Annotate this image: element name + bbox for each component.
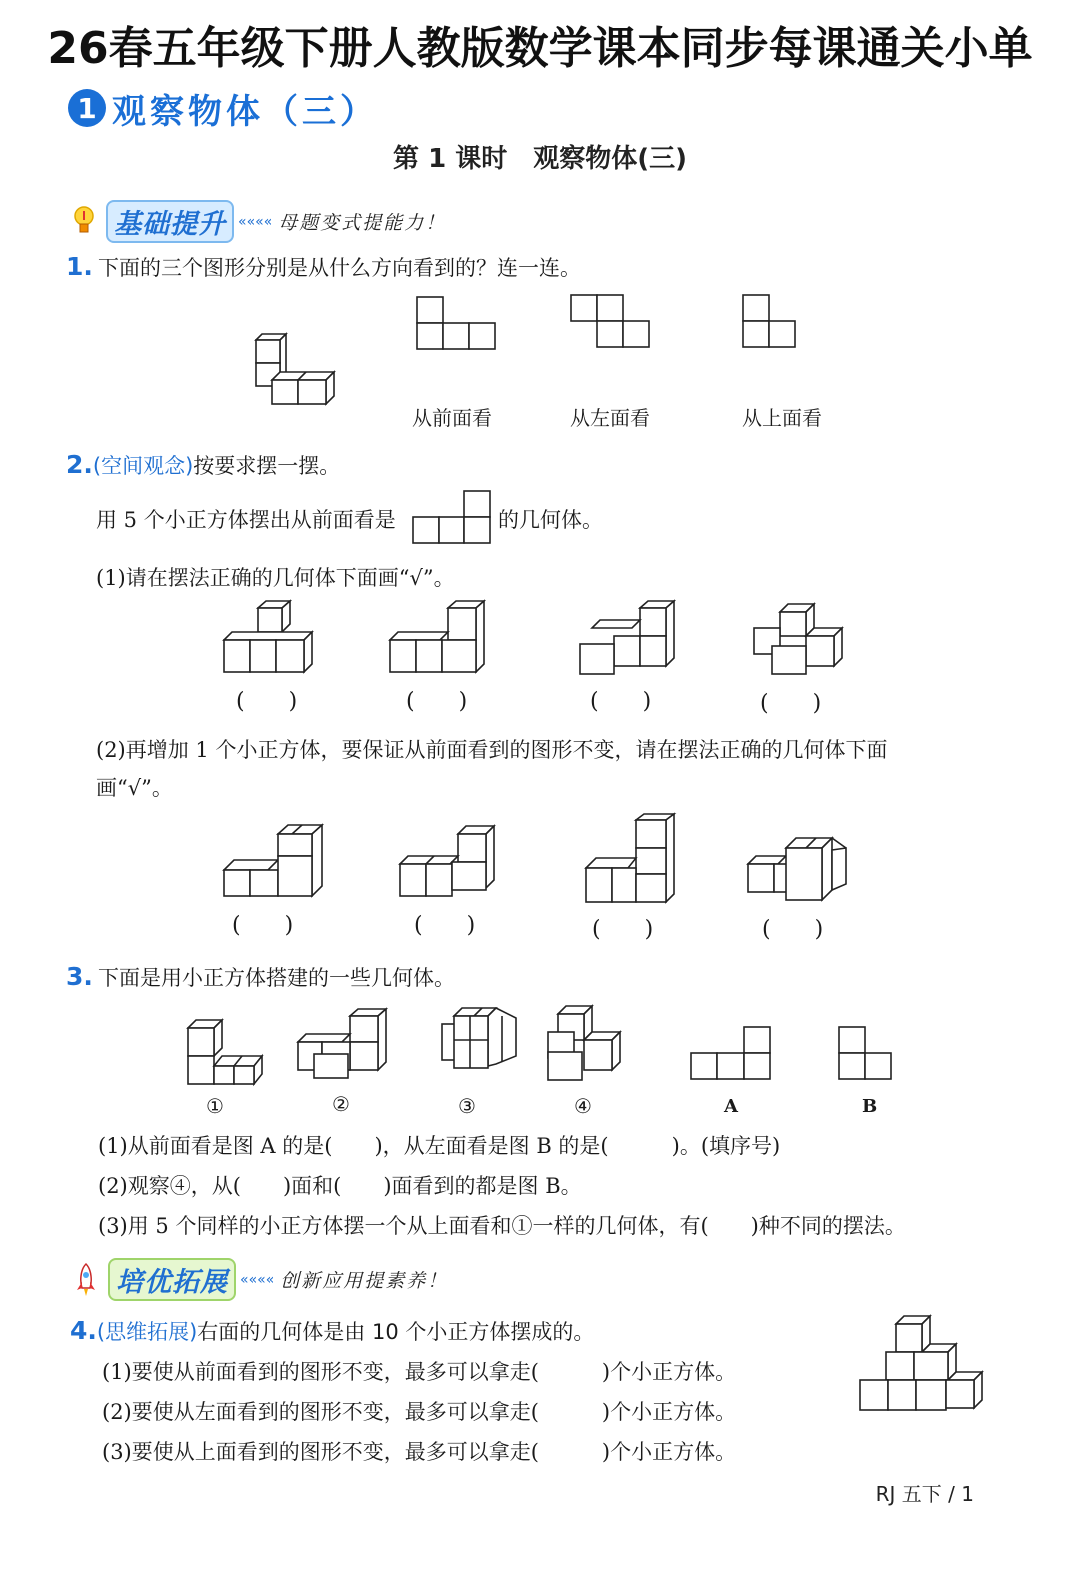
answer-blank[interactable]: ( ) (590, 689, 652, 714)
figure-label: A (724, 1096, 738, 1117)
arrows-decoration: «««« (238, 213, 273, 230)
section-basic-header (72, 200, 446, 243)
answer-blank[interactable]: ( ) (232, 913, 294, 938)
question-tag: (空间观念) (92, 454, 194, 478)
answer-blank[interactable]: ( ) (592, 917, 654, 942)
figure-label: ③ (458, 1094, 476, 1118)
q2-p2-solid-2 (396, 824, 500, 900)
question-number: 3. (66, 962, 93, 991)
answer-blank[interactable]: ( ) (414, 913, 476, 938)
question-4-heading (70, 1316, 594, 1346)
q3-solid-1 (186, 1018, 266, 1086)
answer-blank[interactable]: ( ) (236, 689, 298, 714)
q2-p1-solid-4 (752, 602, 847, 677)
label-front-view: 从前面看 (412, 406, 492, 430)
page-title: 26春五年级下册人教版数学课本同步每课通关小单 (47, 23, 1033, 74)
question-number: 4. (70, 1316, 97, 1345)
q2-p2-solid-4 (746, 834, 850, 906)
figure-label: ② (332, 1092, 350, 1116)
answer-blank[interactable]: ( ) (406, 689, 468, 714)
label-top-view: 从上面看 (742, 406, 822, 430)
q3-part1: (1)从前面看是图 A 的是( )，从左面看是图 B 的是( )。(填序号) (98, 1134, 781, 1158)
lightbulb-icon (72, 204, 96, 240)
q2-p1-solid-1 (222, 600, 317, 675)
q3-part3: (3)用 5 个同样的小正方体摆一个从上面看和①一样的几何体，有( )种不同的摆法。 (98, 1214, 906, 1238)
q2-p2-solid-1 (222, 824, 326, 900)
q2-intro-before: 用 5 个小正方体摆出从前面看是 (96, 508, 396, 532)
q2-part1: (1)请在摆法正确的几何体下面画“√”。 (96, 566, 455, 590)
q2-intro-after: 的几何体。 (498, 508, 603, 532)
unit-number-badge: 1 (68, 89, 106, 127)
q3-part2: (2)观察④，从( )面和( )面看到的都是图 B。 (98, 1174, 582, 1198)
figure-label: B (862, 1096, 878, 1117)
q2-p1-solid-2 (388, 600, 488, 675)
q4-part2: (2)要使从左面看到的图形不变，最多可以拿走( )个小正方体。 (102, 1400, 737, 1424)
view-shape-left (570, 294, 654, 350)
q1-solid-figure (250, 328, 350, 410)
question-text: 按要求摆一摆。 (193, 454, 341, 478)
answer-blank[interactable]: ( ) (760, 691, 822, 716)
question-2-heading (66, 450, 340, 480)
rocket-icon (74, 1262, 98, 1298)
section-subtitle: 母题变式提能力！ (278, 212, 447, 234)
section-badge: 基础提升 (106, 200, 234, 243)
q3-solid-4 (546, 1004, 624, 1082)
unit-title: 观察物体（三） (112, 91, 378, 132)
view-shape-top (742, 294, 800, 350)
figure-label: ① (206, 1094, 224, 1118)
question-number: 2. (66, 450, 93, 479)
question-1-heading (66, 252, 581, 282)
section-badge: 培优拓展 (108, 1258, 236, 1301)
q3-solid-2 (296, 1008, 390, 1080)
question-text: 下面的三个图形分别是从什么方向看到的？连一连。 (98, 256, 581, 280)
q3-view-b (838, 1026, 896, 1082)
q2-front-view-shape (412, 490, 492, 544)
page-footer: RJ 五下 / 1 (875, 1482, 974, 1506)
arrows-decoration: «««« (240, 1271, 275, 1288)
section-advanced-header (74, 1258, 448, 1301)
answer-blank[interactable]: ( ) (762, 917, 824, 942)
label-left-view: 从左面看 (570, 406, 650, 430)
question-number: 1. (66, 252, 93, 281)
q4-solid-figure (858, 1314, 988, 1418)
figure-label: ④ (574, 1094, 592, 1118)
q3-view-a (690, 1026, 774, 1082)
q2-part2-line2: 画“√”。 (96, 776, 173, 800)
section-subtitle: 创新应用提素养！ (280, 1270, 449, 1292)
question-tag: (思维拓展) (96, 1320, 198, 1344)
question-text: 下面是用小正方体搭建的一些几何体。 (98, 966, 455, 990)
q4-part1: (1)要使从前面看到的图形不变，最多可以拿走( )个小正方体。 (102, 1360, 737, 1384)
unit-header (68, 86, 378, 130)
q2-part2-line1: (2)再增加 1 个小正方体，要保证从前面看到的图形不变，请在摆法正确的几何体下面 (96, 738, 888, 762)
q2-p1-solid-3 (578, 600, 678, 675)
question-text: 右面的几何体是由 10 个小正方体摆成的。 (197, 1320, 595, 1344)
lesson-title: 第 1 课时 观察物体(三) (393, 144, 687, 174)
q3-solid-3 (440, 1006, 520, 1072)
question-3-heading (66, 962, 455, 992)
q2-p2-solid-3 (584, 812, 680, 906)
view-shape-front (416, 296, 498, 352)
q4-part3: (3)要使从上面看到的图形不变，最多可以拿走( )个小正方体。 (102, 1440, 737, 1464)
